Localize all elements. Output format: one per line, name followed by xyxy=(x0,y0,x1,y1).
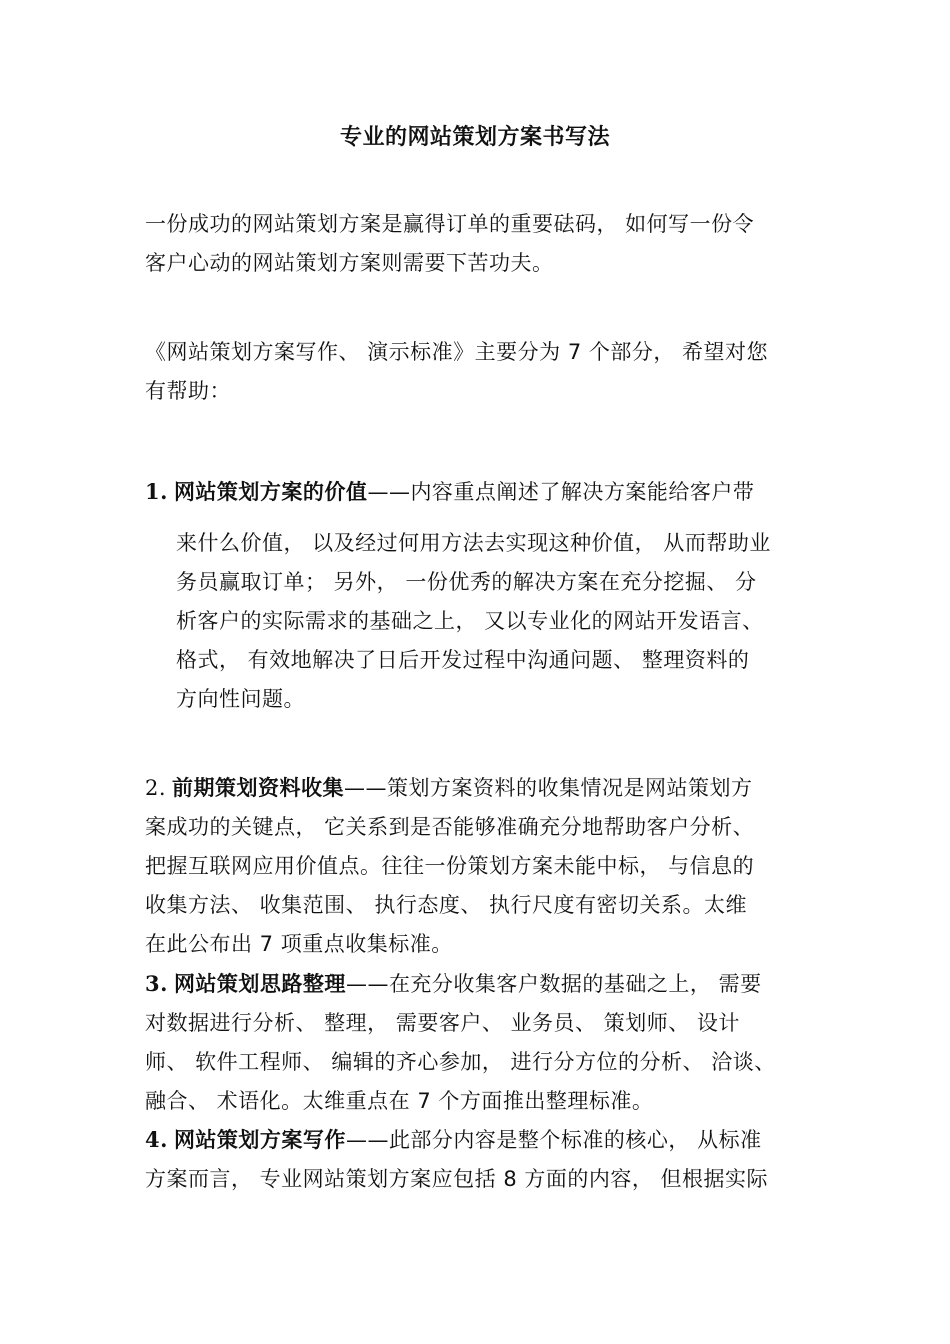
item-1-lead: ——内容重点阐述了解决方案能给客户带 xyxy=(367,480,755,504)
item-2-line-4: 在此公布出 7 项重点收集标准。 xyxy=(145,932,453,956)
item-2-heading: 前期策划资料收集 xyxy=(172,776,345,800)
intro-paragraph xyxy=(145,205,825,283)
item-3 xyxy=(145,964,825,1121)
item-1-line-5: 方向性问题。 xyxy=(176,687,305,711)
item-1-first-line xyxy=(145,472,825,512)
item-1-heading: 网站策划方案的价值 xyxy=(173,480,368,504)
item-1-number: 1. xyxy=(145,479,168,504)
item-4-heading: 网站策划方案写作 xyxy=(173,1128,346,1152)
item-3-heading: 网站策划思路整理 xyxy=(173,972,346,996)
item-2 xyxy=(145,769,825,964)
item-4-lead: ——此部分内容是整个标准的核心， 从标准 xyxy=(345,1128,762,1152)
item-1-line-1: 来什么价值， 以及经过何用方法去实现这种价值， 从而帮助业 xyxy=(176,531,771,555)
item-3-line-2: 师、 软件工程师、 编辑的齐心参加， 进行分方位的分析、 洽谈、 xyxy=(145,1050,776,1074)
item-2-line-2: 把握互联网应用价值点。往往一份策划方案未能中标， 与信息的 xyxy=(145,854,755,878)
item-1-line-3: 析客户的实际需求的基础之上， 又以专业化的网站开发语言、 xyxy=(176,609,764,633)
item-2-line-1: 案成功的关键点， 它关系到是否能够准确充分地帮助客户分析、 xyxy=(145,815,755,839)
summary-paragraph xyxy=(145,333,825,411)
document-title: 专业的网站策划方案书写法 xyxy=(339,125,610,150)
item-2-number: 2. xyxy=(145,776,167,800)
item-4-line-1: 方案而言， 专业网站策划方案应包括 8 方面的内容， 但根据实际 xyxy=(145,1167,769,1191)
intro-line-1: 一份成功的网站策划方案是赢得订单的重要砝码， 如何写一份令 xyxy=(145,212,755,236)
item-3-line-1: 对数据进行分析、 整理， 需要客户、 业务员、 策划师、 设计 xyxy=(145,1011,740,1035)
item-2-lead: ——策划方案资料的收集情况是网站策划方 xyxy=(344,776,753,800)
item-1-line-2: 务员赢取订单； 另外， 一份优秀的解决方案在充分挖掘、 分 xyxy=(176,570,757,594)
item-4 xyxy=(145,1120,825,1199)
item-2-line-3: 收集方法、 收集范围、 执行态度、 执行尺度有密切关系。太维 xyxy=(145,893,748,917)
item-3-lead: ——在充分收集客户数据的基础之上， 需要 xyxy=(345,972,762,996)
item-4-number: 4. xyxy=(145,1127,168,1152)
item-3-line-3: 融合、 术语化。太维重点在 7 个方面推出整理标准。 xyxy=(145,1089,654,1113)
summary-line-1: 《网站策划方案写作、 演示标准》主要分为 7 个部分， 希望对您 xyxy=(145,340,769,364)
item-3-number: 3. xyxy=(145,971,168,996)
summary-line-2: 有帮助： xyxy=(145,379,231,403)
item-1-line-4: 格式， 有效地解决了日后开发过程中沟通问题、 整理资料的 xyxy=(176,648,750,672)
item-1-body xyxy=(176,524,816,719)
intro-line-2: 客户心动的网站策划方案则需要下苦功夫。 xyxy=(145,251,554,275)
